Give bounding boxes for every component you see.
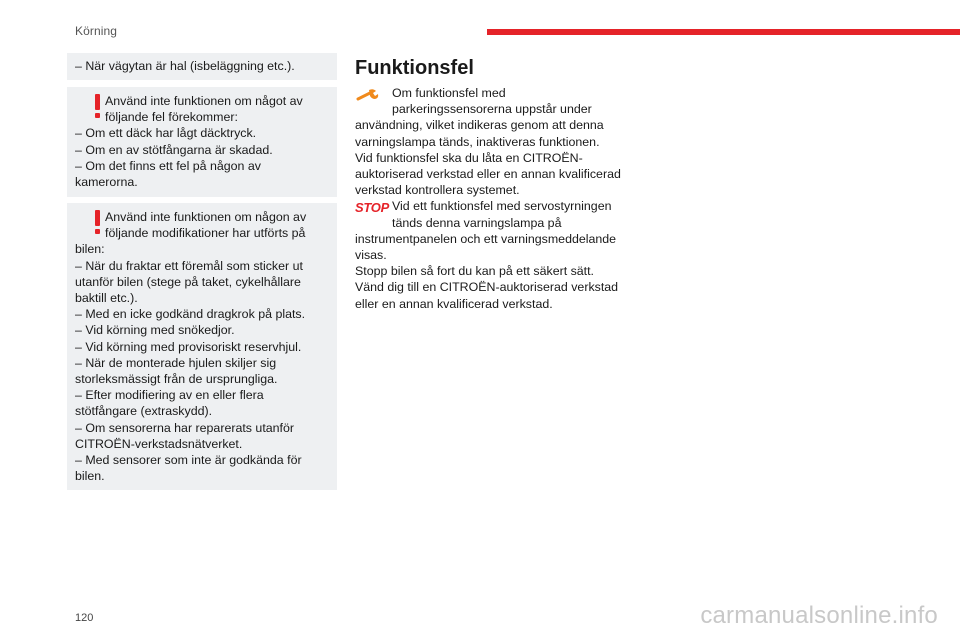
note-box-slippery [67,53,337,80]
list-item: – Om det finns ett fel på någon av [75,158,261,173]
list-item: – Efter modifiering av en eller flera [75,388,264,403]
paragraph-line: instrumentpanelen och ett varningsmeddelande [355,231,617,246]
warning-intro-line: Använd inte funktionen om något av [105,94,303,108]
malfunction-section [355,57,630,312]
list-item: utanför bilen (stege på taket, cykelhållare [75,274,301,289]
list-item: baktill etc.). [75,291,138,306]
list-item: – Med sensorer som inte är godkända för [75,453,302,468]
list-item: – Vid körning med provisoriskt reservhjul. [75,339,302,354]
list-item: kamerorna. [75,175,138,190]
page-number: 120 [75,612,94,624]
watermark: carmanualsonline.info [700,602,938,629]
paragraph-line: tänds denna varningslampa på [392,215,562,230]
list-item: – Om en av stötfångarna är skadad. [75,142,273,157]
header-accent-bar [487,29,960,35]
warning-intro-line: följande modifikationer har utförts på [105,226,306,241]
list-item: – Om sensorerna har reparerats utanför [75,420,295,435]
list-item: CITROËN-verkstadsnätverket. [75,436,243,451]
paragraph-line: visas. [355,248,387,263]
paragraph-line: Stopp bilen så fort du kan på ett säkert sätt. [355,264,595,279]
warning-box-faults [67,87,337,197]
list-item: bilen: [75,242,105,257]
warning-intro-line: följande fel förekommer: [105,110,238,125]
paragraph-line: Vänd dig till en CITROËN-auktoriserad verkstad [355,280,619,295]
section-title: Körning [75,24,118,38]
paragraph-line: Vid funktionsfel ska du låta en CITROËN- [355,150,583,165]
stop-icon: STOP [355,200,389,216]
paragraph-line: verkstad kontrollera systemet. [355,183,520,198]
warning-intro-line: Använd inte funktionen om någon av [105,210,307,224]
list-item: – Vid körning med snökedjor. [75,323,235,338]
paragraph-line: eller en annan kvalificerad verkstad. [355,296,553,311]
list-item: storleksmässigt från de ursprungliga. [75,372,278,387]
paragraph-line: varningslampa tänds, inaktiveras funktionen. [355,134,600,149]
list-item: stötfångare (extraskydd). [75,404,213,419]
exclamation-icon [95,210,101,234]
list-item: – Om ett däck har lågt däcktryck. [75,126,257,141]
paragraph-line: Vid ett funktionsfel med servostyrningen [392,199,612,214]
paragraph-line: auktoriserad verkstad eller en annan kvalificerad [355,167,621,182]
list-item: bilen. [75,469,105,484]
paragraph-line: Om funktionsfel med [392,86,506,100]
exclamation-icon [95,94,101,118]
wrench-icon [355,87,381,103]
list-item: – Med en icke godkänd dragkrok på plats. [75,307,306,322]
section-heading: Funktionsfel [355,57,474,79]
paragraph-line: parkeringssensorerna uppstår under [392,102,592,117]
list-item: – När du fraktar ett föremål som sticker ut [75,258,303,273]
paragraph-line: användning, vilket indikeras genom att denna [355,118,604,133]
note-line: – När vägytan är hal (isbeläggning etc.). [75,59,295,73]
list-item: – När de monterade hjulen skiljer sig [75,355,277,370]
warning-box-modifications [67,203,337,490]
